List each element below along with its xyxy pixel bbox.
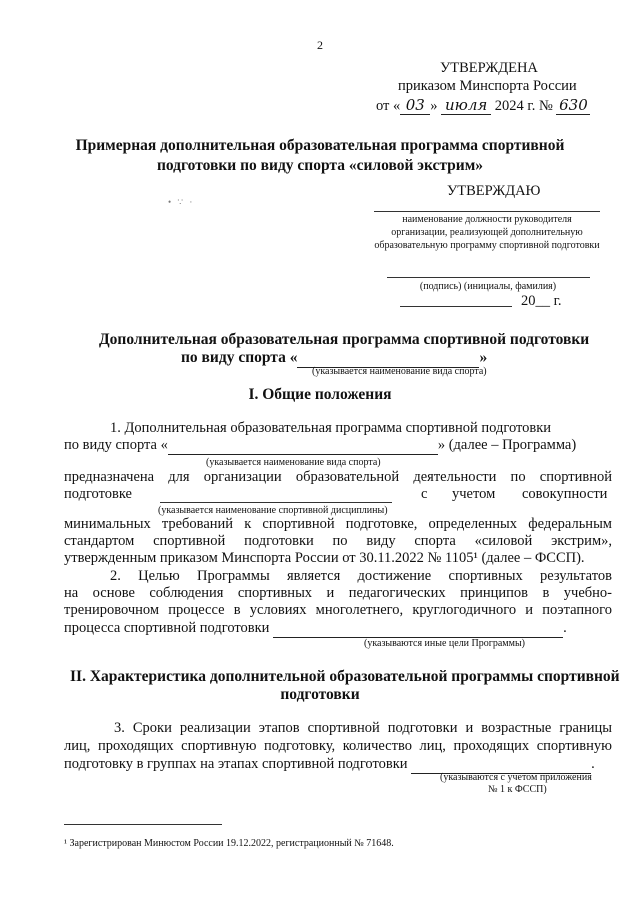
- approval-date-line: [376, 96, 590, 115]
- p2-line4-prefix: процесса спортивной подготовки: [64, 620, 270, 636]
- sign-caption: (подпись) (инициалы, фамилия): [419, 281, 557, 292]
- p1-line2: [64, 437, 576, 455]
- p1-line2-prefix: по виду спорта «: [64, 437, 168, 453]
- p1-caption-2: (указывается наименование спортивной дисциплины): [158, 505, 388, 516]
- p3-line2: лиц, проходящих спортивную подготовку, количество лиц, проходящих спортивную: [64, 738, 612, 754]
- discipline-blank: [160, 502, 392, 503]
- footnote-separator: [64, 824, 222, 825]
- section2-heading-line2: подготовки: [280, 686, 360, 703]
- approval-title: УТВЕРЖДЕНА: [440, 60, 538, 76]
- approval-order: приказом Минспорта России: [398, 78, 577, 94]
- approve-caption-1: наименование должности руководителя: [402, 214, 572, 225]
- p2-line2: на основе соблюдения спортивных и педагогических принципов в учебно-: [64, 585, 612, 601]
- p2-line4-suffix: .: [563, 620, 567, 636]
- date-mid: »: [430, 98, 438, 114]
- approve-year: 20__ г.: [521, 293, 562, 309]
- section2-heading-line1: II. Характеристика дополнительной образовательной программы спортивной: [70, 668, 620, 685]
- section1-heading: I. Общие положения: [248, 386, 392, 403]
- doc-title-line2: подготовки по виду спорта «силовой экстрим»: [156, 157, 484, 174]
- p1-line6: стандартом спортивной подготовки по виду спорта «силовой экстрим»,: [64, 533, 612, 549]
- approve-title: УТВЕРЖДАЮ: [447, 183, 541, 199]
- p1-line1: 1. Дополнительная образовательная программа спортивной подготовки: [110, 420, 552, 436]
- program-title-suffix: »: [479, 349, 488, 366]
- approve-caption-2: организации, реализующей дополнительную: [391, 227, 583, 238]
- page-number: 2: [317, 38, 323, 52]
- scan-specks: • ∵ ·: [168, 197, 195, 207]
- p2-caption: (указываются иные цели Программы): [364, 638, 526, 649]
- sign-line: [387, 277, 590, 278]
- program-title-line1: Дополнительная образовательная программа спортивной подготовки: [99, 331, 590, 348]
- doc-title: [60, 136, 580, 176]
- program-title-caption: (указывается наименование вида спорта): [312, 366, 487, 377]
- handwritten-number: 630: [556, 96, 590, 115]
- p2-line4: [64, 620, 567, 638]
- p1-line7: утвержденным приказом Минспорта России от 30.11.2022 № 1105¹ (далее – ФССП).: [64, 550, 585, 566]
- p1-line4-d: совокупности: [522, 486, 608, 502]
- p1-caption-1: (указывается наименование вида спорта): [206, 457, 381, 468]
- handwritten-day: 03: [400, 96, 430, 115]
- date-prefix: от «: [376, 98, 401, 114]
- p1-line5: минимальных требований к спортивной подготовке, определенных федеральным: [64, 516, 612, 532]
- p2-line3: тренировочном процессе в условиях многолетнего, круглогодичного и поэтапного: [64, 602, 612, 618]
- program-title-prefix: по виду спорта «: [181, 349, 298, 366]
- p1-line3: предназначена для организации образовательной деятельности по спортивной: [64, 469, 612, 485]
- approve-caption-3: образовательную программу спортивной подготовки: [374, 240, 600, 251]
- p3-line3-prefix: подготовку в группах на этапах спортивной подготовки: [64, 756, 408, 772]
- p1-sport-blank: [168, 437, 438, 455]
- p3-caption-1: (указываются с учетом приложения: [440, 772, 592, 783]
- p2-goals-blank: [273, 620, 563, 638]
- date-year: 2024 г. №: [494, 98, 553, 114]
- footnote-text: ¹ Зарегистрирован Минюстом России 19.12.2022, регистрационный № 71648.: [64, 838, 394, 849]
- p3-caption-2: № 1 к ФССП): [488, 784, 547, 795]
- p1-line4-b: с: [421, 486, 428, 502]
- p3-line1: 3. Сроки реализации этапов спортивной подготовки и возрастные границы: [114, 720, 612, 736]
- doc-title-line1: Примерная дополнительная образовательная программа спортивной: [75, 137, 565, 154]
- p3-line3-suffix: .: [591, 756, 595, 772]
- p1-line4-c: учетом: [452, 486, 496, 502]
- approve-signature-line: [374, 211, 600, 212]
- p2-line1: 2. Целью Программы является достижение спортивных результатов: [110, 568, 612, 584]
- p1-line4-a: подготовке: [64, 486, 132, 502]
- p1-line2-suffix: » (далее – Программа): [437, 437, 577, 453]
- handwritten-month: июля: [441, 96, 491, 115]
- date-line: [400, 306, 512, 307]
